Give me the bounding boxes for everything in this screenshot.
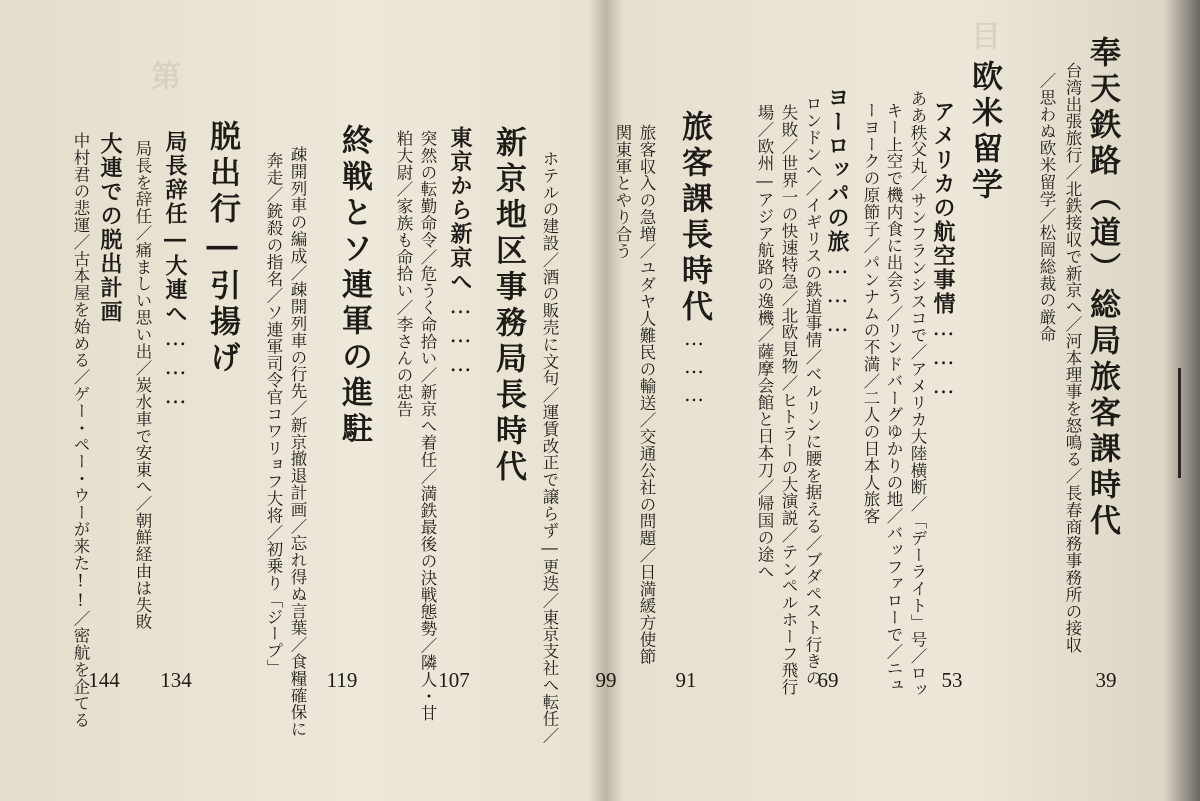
page-number: 134 — [160, 668, 192, 692]
chapter-title: 終戦とソ連軍の進駐 — [336, 124, 372, 448]
section-subitems: ロンドンへ／イギリスの鉄道事情／ベルリンに腰を据える／ブダペスト行きの — [803, 95, 822, 687]
section-subitems: ーヨークの原節子／パンナムの不満／二人の日本人旅客 — [861, 102, 880, 525]
chapter-title: 奉天鉄路（道）総局旅客課時代 — [1084, 36, 1120, 540]
page-number: 107 — [438, 668, 470, 692]
page-number: 99 — [595, 668, 617, 692]
chapter-title: 脱出行―引揚げ — [204, 120, 240, 377]
page-number: 39 — [1095, 668, 1117, 692]
section-title: アメリカの航空事情……… — [930, 100, 956, 403]
show-through-text: 目 — [965, 20, 1000, 54]
page-number: 53 — [941, 668, 963, 692]
page-number: 119 — [326, 668, 358, 692]
section-title: 東京から新京へ……… — [447, 126, 473, 381]
section-subitems: 局長を辞任／痛ましい思い出／炭水車で安東へ／朝鮮経由は失敗 — [133, 140, 152, 631]
chapter-title: 新京地区事務局長時代 — [490, 126, 526, 486]
section-subitems: 粕大尉／家族も命拾い／李さんの忠告 — [394, 130, 413, 418]
bookmark-ribbon — [1178, 368, 1181, 478]
section-subitems: 中村君の悲運／古本屋を始める／ゲー・ペー・ウーが来た!!／密航を企てる — [71, 132, 90, 729]
chapter-subitems: 関東軍とやり合う — [613, 124, 632, 260]
section-subitems: 突然の転勤命令／危うく命拾い／新京へ着任／満鉄最後の決戦態勢／隣人・甘 — [418, 130, 437, 722]
chapter-subitems: ／思わぬ欧米留学／松岡総裁の厳命 — [1037, 72, 1056, 343]
chapter-title: 旅客課長時代……… — [676, 110, 712, 410]
page-number: 69 — [817, 668, 839, 692]
chapter-title: 欧米留学 — [966, 60, 1002, 204]
chapter-subitems: 疎開列車の編成／疎開列車の行先／新京撤退計画／忘れ得ぬ言葉／食糧確保に — [288, 146, 307, 738]
section-subitems: キー上空で機内食に出会う／リンドバーグゆかりの地／バッファローで／ニュ — [884, 102, 903, 694]
section-title: 大連での脱出計画 — [97, 132, 123, 324]
chapter-subitems: 旅客収入の急増／ユダヤ人難民の輸送／交通公社の問題／日満緩方使節 — [637, 124, 656, 665]
section-subitems: ああ秩父丸／サンフランシスコで／アメリカ大陸横断／「デーライト」号／ロッ — [908, 90, 927, 699]
show-through-text: 第 — [145, 60, 180, 94]
page-number: 144 — [88, 668, 120, 692]
page-number: 91 — [675, 668, 697, 692]
section-title: 局長辞任―大連へ……… — [162, 130, 188, 413]
chapter-subitems: 台湾出張旅行／北鉄接収で新京へ／河本理事を怒鳴る／長春商務事務所の接収 — [1063, 62, 1082, 654]
chapter-subitems: 奔走／銃殺の指名／ソ連軍司令官コワリョフ大将／初乗り「ジープ」 — [264, 152, 283, 676]
section-subitems: 失敗／世界一の快速特急／北欧見物／ヒトラーの大演説／テンペルホーフ飛行 — [779, 104, 798, 696]
section-subitems: 場／欧州―アジア航路の逸機／薩摩会館と日本刀／帰国の途へ — [755, 104, 774, 580]
section-subitems: ホテルの建設／酒の販売に文句／運賃改正で譲らず―更迭／東京支社へ転任／ — [540, 150, 559, 744]
section-title: ヨーロッパの旅……… — [824, 86, 850, 341]
